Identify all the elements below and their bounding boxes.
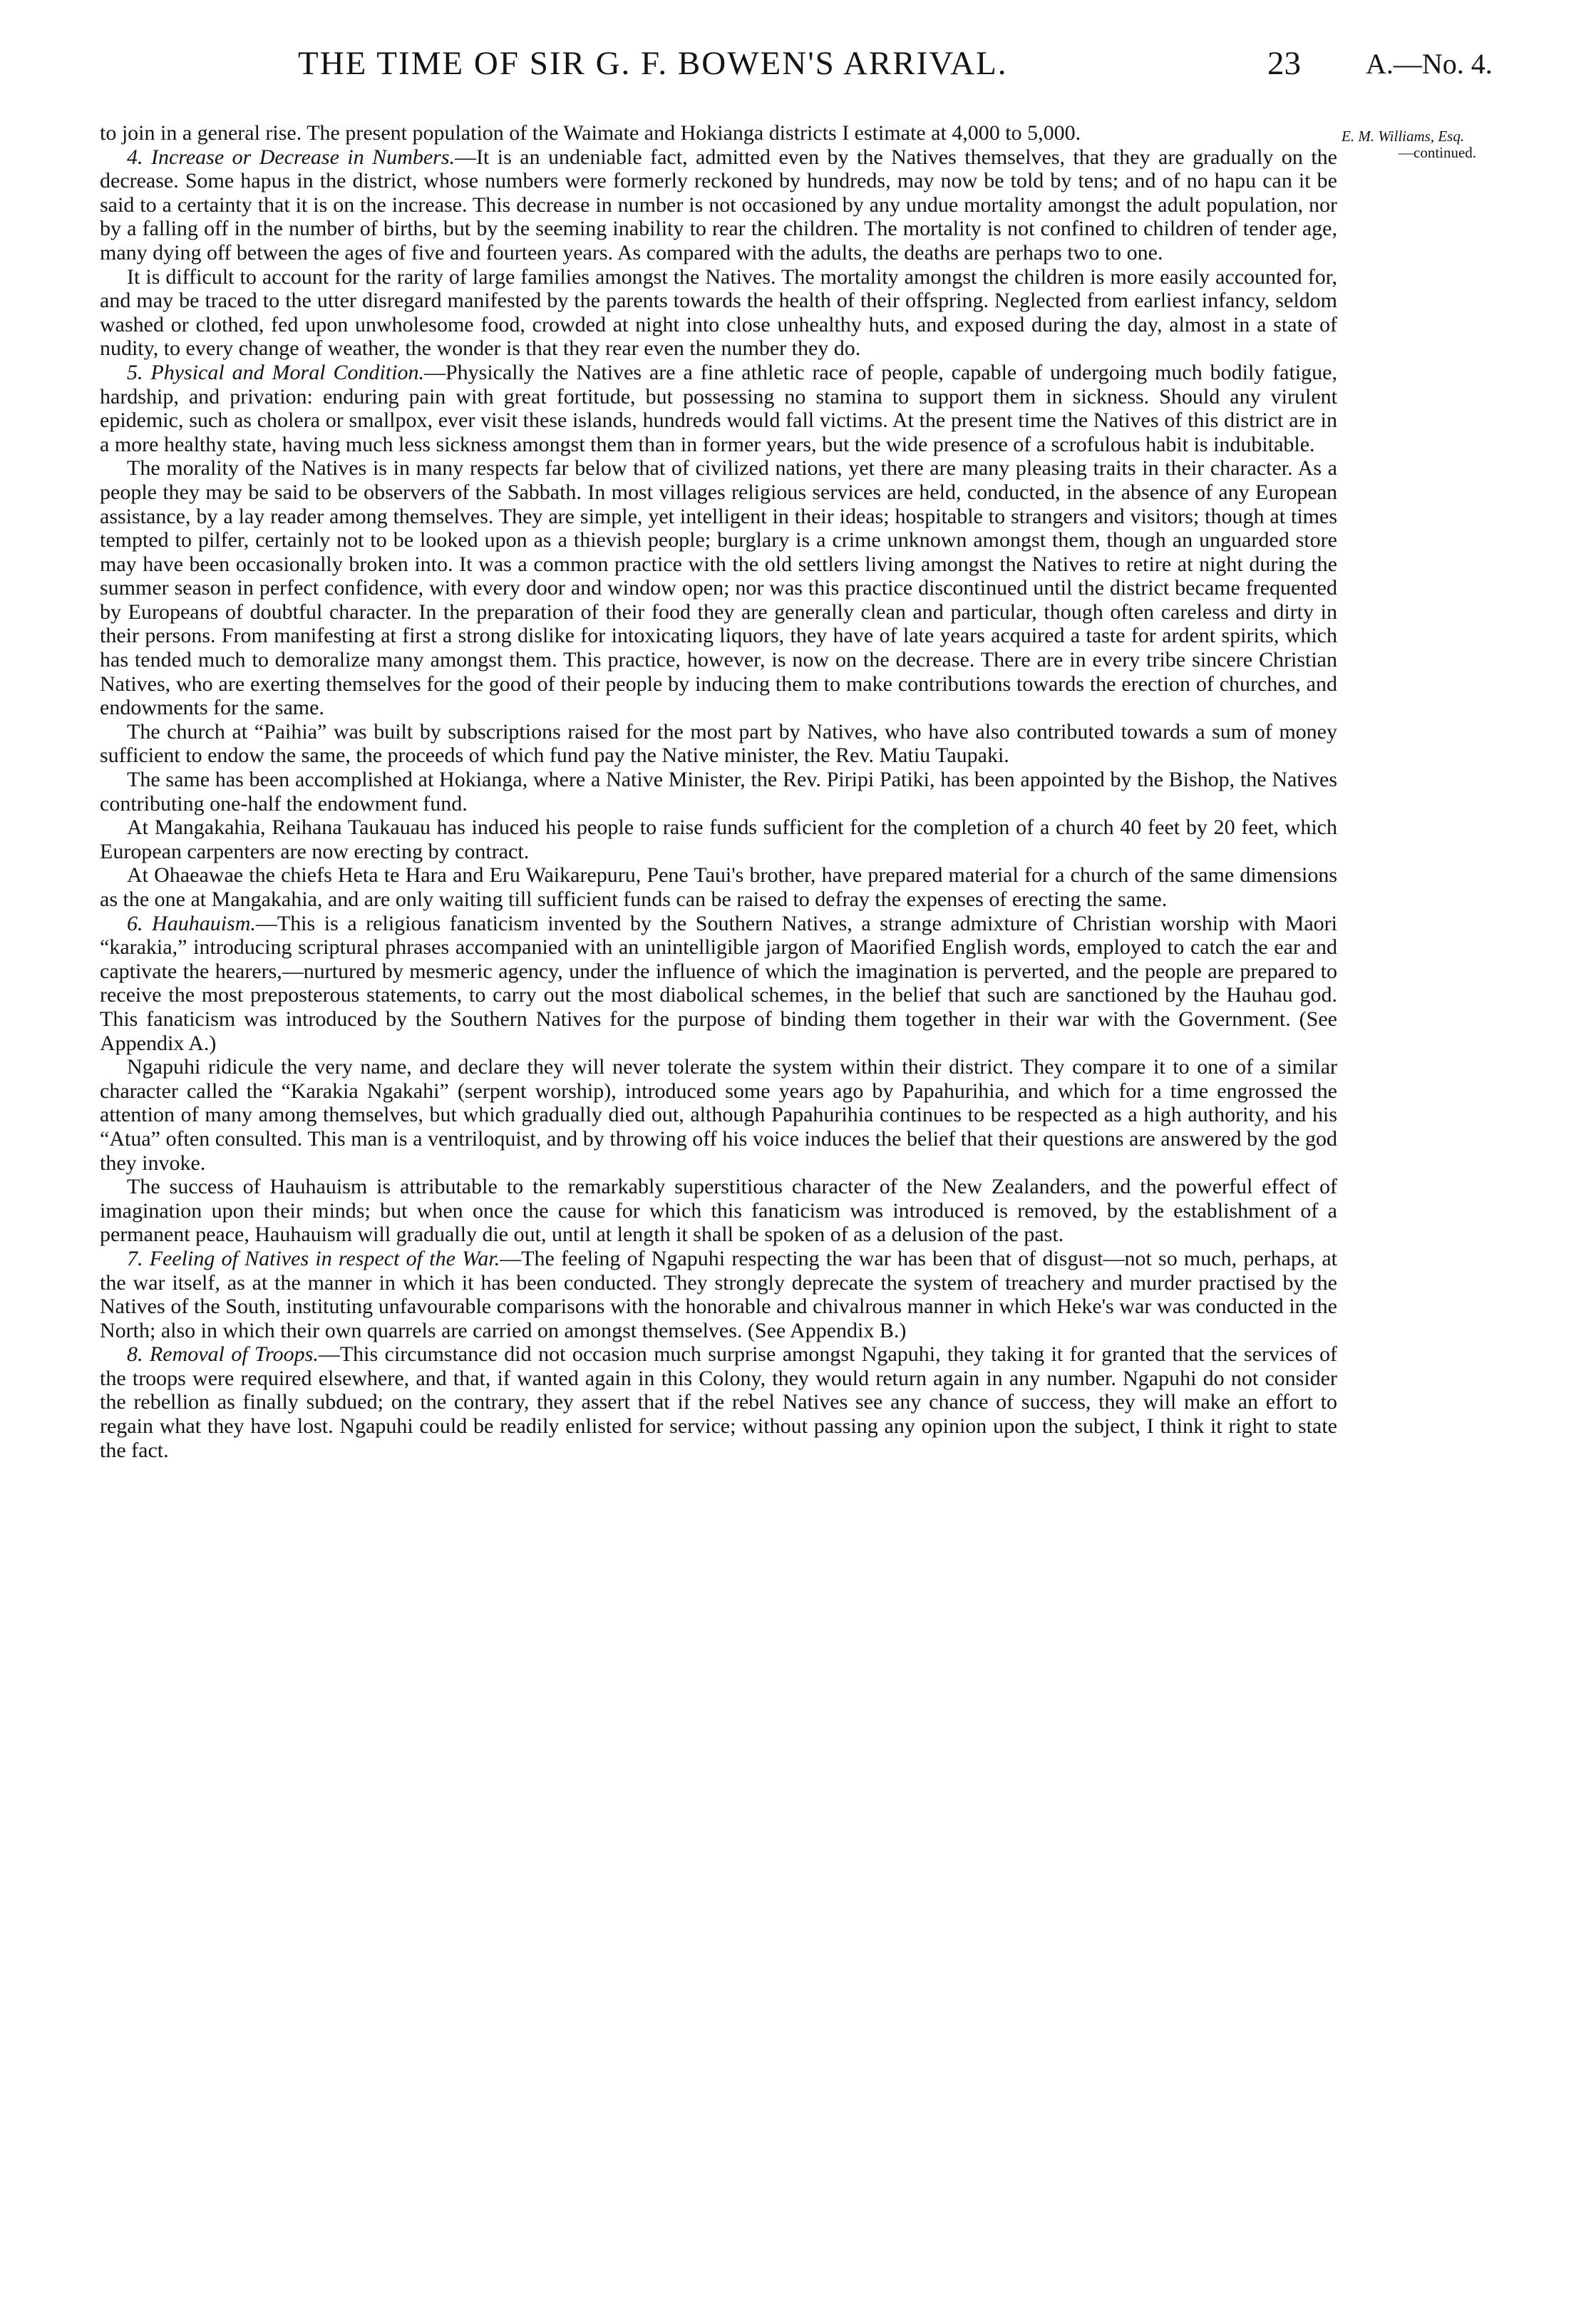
paragraph-text: —Physically the Natives are a fine athletic race of people, capable of undergoing much bodily fatigue, hardship, and privation: enduring pain with great fortitude, but possessing no stamina to support them in sickness. Should any virulent epidemic, such as cholera or smallpox, ever visit these islands, hundreds would fall victims. At the present time the Natives of this district are in a more healthy state, having much less sickness amongst them than in former years, but the wide presence of a scrofulous habit is indubitable. [100,360,1337,456]
section-paragraph [100,1342,1337,1462]
document-reference: A.—No. 4. [1366,48,1493,80]
paragraph-text: It is difficult to account for the rarity of large families amongst the Natives. The mortality amongst the children is more easily accounted for, and may be traced to the utter disregard manifested by the parents towards the health of their offspring. Neglected from earliest infancy, seldom washed or clothed, fed upon unwholesome food, crowded at night into close unhealthy huts, and exposed during the day, almost in a state of nudity, to every change of weather, the wonder is that they rear even the number they do. [100,264,1337,361]
margin-note-continued: —continued. [1399,144,1477,161]
section-paragraph [100,145,1337,265]
section-heading: 7. Feeling of Natives in respect of the War. [127,1246,500,1270]
section-paragraph [100,1247,1337,1342]
paragraph-text: —This circumstance did not occasion much surprise amongst Ngapuhi, they taking it for granted that the services of the troops were required elsewhere, and that, if wanted again in this Colony, they would return again in any number. Ngapuhi do not consider the rebellion as finally subdued; on the contrary, they assert that if the rebel Natives see any chance of success, they will make an effort to regain what they have lost. Ngapuhi could be readily enlisted for service; without passing any opinion upon the subject, I think it right to state the fact. [100,1342,1337,1462]
paragraph [100,456,1337,720]
paragraph-text: —The feeling of Ngapuhi respecting the war has been that of disgust—not so much, perhaps, at the war itself, as at the manner in which it has been conducted. They strongly deprecate the system of treachery and murder practised by the Natives of the South, instituting unfavourable comparisons with the honorable and chivalrous manner in which Heke's war was conducted in the North; also in which their own quarrels are carried on amongst themselves. (See Appendix B.) [100,1246,1337,1342]
paragraph-text: At Ohaeawae the chiefs Heta te Hara and Eru Waikarepuru, Pene Taui's brother, have prepared material for a church of the same dimensions as the one at Mangakahia, and are only waiting till sufficient funds can be raised to defray the expenses of erecting the same. [100,863,1337,911]
paragraph [100,720,1337,768]
paragraph [100,121,1337,145]
margin-note-author: E. M. Williams, Esq. [1342,128,1465,145]
paragraph-text: The same has been accomplished at Hokianga, where a Native Minister, the Rev. Piripi Patiki, has been appointed by the Bishop, the Natives contributing one-half the endowment fund. [100,768,1337,816]
paragraph-text: to join in a general rise. The present population of the Waimate and Hokianga districts I estimate at 4,000 to 5,000. [100,121,1081,145]
section-paragraph [100,912,1337,1056]
paragraph-text: The church at “Paihia” was built by subscriptions raised for the most part by Natives, who have also contributed towards a sum of money sufficient to endow the same, the proceeds of which fund pay the Native minister, the Rev. Matiu Taupaki. [100,719,1337,768]
paragraph-text: At Mangakahia, Reihana Taukauau has induced his people to raise funds sufficient for the completion of a church 40 feet by 20 feet, which European carpenters are now erecting by contract. [100,816,1337,863]
paragraph-text: —This is a religious fanaticism invented by the Southern Natives, a strange admixture of Christian worship with Maori “karakia,” introducing scriptural phrases accompanied with an unintelligible jargon of Maorified English words, employed to catch the ear and captivate the hearers,—nurtured by mesmeric agency, under the influence of which the imagination is perverted, and the people are prepared to receive the most preposterous statements, to carry out the most diabolical schemes, in the belief that such are sanctioned by the Hauhau god. This fanaticism was introduced by the Southern Natives for the purpose of binding them together in their war with the Government. (See Appendix A.) [100,911,1338,1055]
body-text [100,121,1337,1462]
section-paragraph [100,361,1337,456]
paragraph [100,768,1337,816]
paragraph-text: The morality of the Natives is in many respects far below that of civilized nations, yet there are many pleasing traits in their character. As a people they may be said to be observers of the Sabbath. In most villages religious services are held, conducted, in the absence of any European assistance, by a lay reader among themselves. They are simple, yet intelligent in their ideas; hospitable to strangers and visitors; though at times tempted to pilfer, certainly not to be looked upon as a thievish people; burglary is a crime unknown amongst them, though an unguarded store may have been occasionally broken into. It was a common practice with the old settlers living amongst the Natives to retire at night during the summer season in perfect confidence, with every door and window open; nor was this practice discontinued until the district became frequented by Europeans of doubtful character. In the preparation of their food they are generally clean and particular, though often careless and dirty in their persons. From manifesting at first a strong dislike for intoxicating liquors, they have of late years acquired a taste for ardent spirits, which has tended much to demoralize many amongst them. This practice, however, is now on the decrease. There are in every tribe sincere Christian Natives, who are exerting themselves for the good of their people by inducing them to make contributions towards the erection of churches, and endowments for the same. [100,456,1337,720]
paragraph-text: Ngapuhi ridicule the very name, and declare they will never tolerate the system within their district. They compare it to one of a similar character called the “Karakia Ngakahi” (serpent worship), introduced some years ago by Papahurihia, and which for a time engrossed the attention of many among themselves, but which gradually died out, although Papahurihia continues to be respected as a high authority, and his “Atua” often consulted. This man is a ventriloquist, and by throwing off his voice induces the belief that their questions are answered by the god they invoke. [100,1055,1337,1175]
section-heading: 8. Removal of Troops. [127,1342,319,1367]
page-title: THE TIME OF SIR G. F. BOWEN'S ARRIVAL. [298,45,1008,82]
section-heading: 6. Hauhauism. [127,911,256,935]
margin-note [1342,128,1555,161]
paragraph [100,816,1337,863]
paragraph [100,863,1337,911]
paragraph [100,1055,1337,1175]
paragraph [100,265,1337,361]
paragraph-text: —It is an undeniable fact, admitted even by the Natives themselves, that they are gradually on the decrease. Some hapus in the district, whose numbers were formerly reckoned by hundreds, may now be told by tens; and of no hapu can it be said to a certainty that it is on the increase. This decrease in number is not occasioned by any undue mortality amongst the adult population, nor by a falling off in the number of births, but by the seeming inability to rear the children. The mortality is not confined to children of tender age, many dying off between the ages of five and fourteen years. As compared with the adults, the deaths are perhaps two to one. [100,145,1337,264]
section-heading: 5. Physical and Moral Condition. [127,360,424,384]
page-number: 23 [1267,45,1301,82]
section-heading: 4. Increase or Decrease in Numbers. [127,145,455,169]
paragraph-text: The success of Hauhauism is attributable to the remarkably superstitious character of the New Zealanders, and the powerful effect of imagination upon their minds; but when once the cause for which this fanaticism was introduced is removed, by the establishment of a permanent peace, Hauhauism will gradually die out, until at length it shall be spoken of as a delusion of the past. [100,1175,1337,1247]
running-header [0,44,1591,94]
paragraph [100,1175,1337,1247]
